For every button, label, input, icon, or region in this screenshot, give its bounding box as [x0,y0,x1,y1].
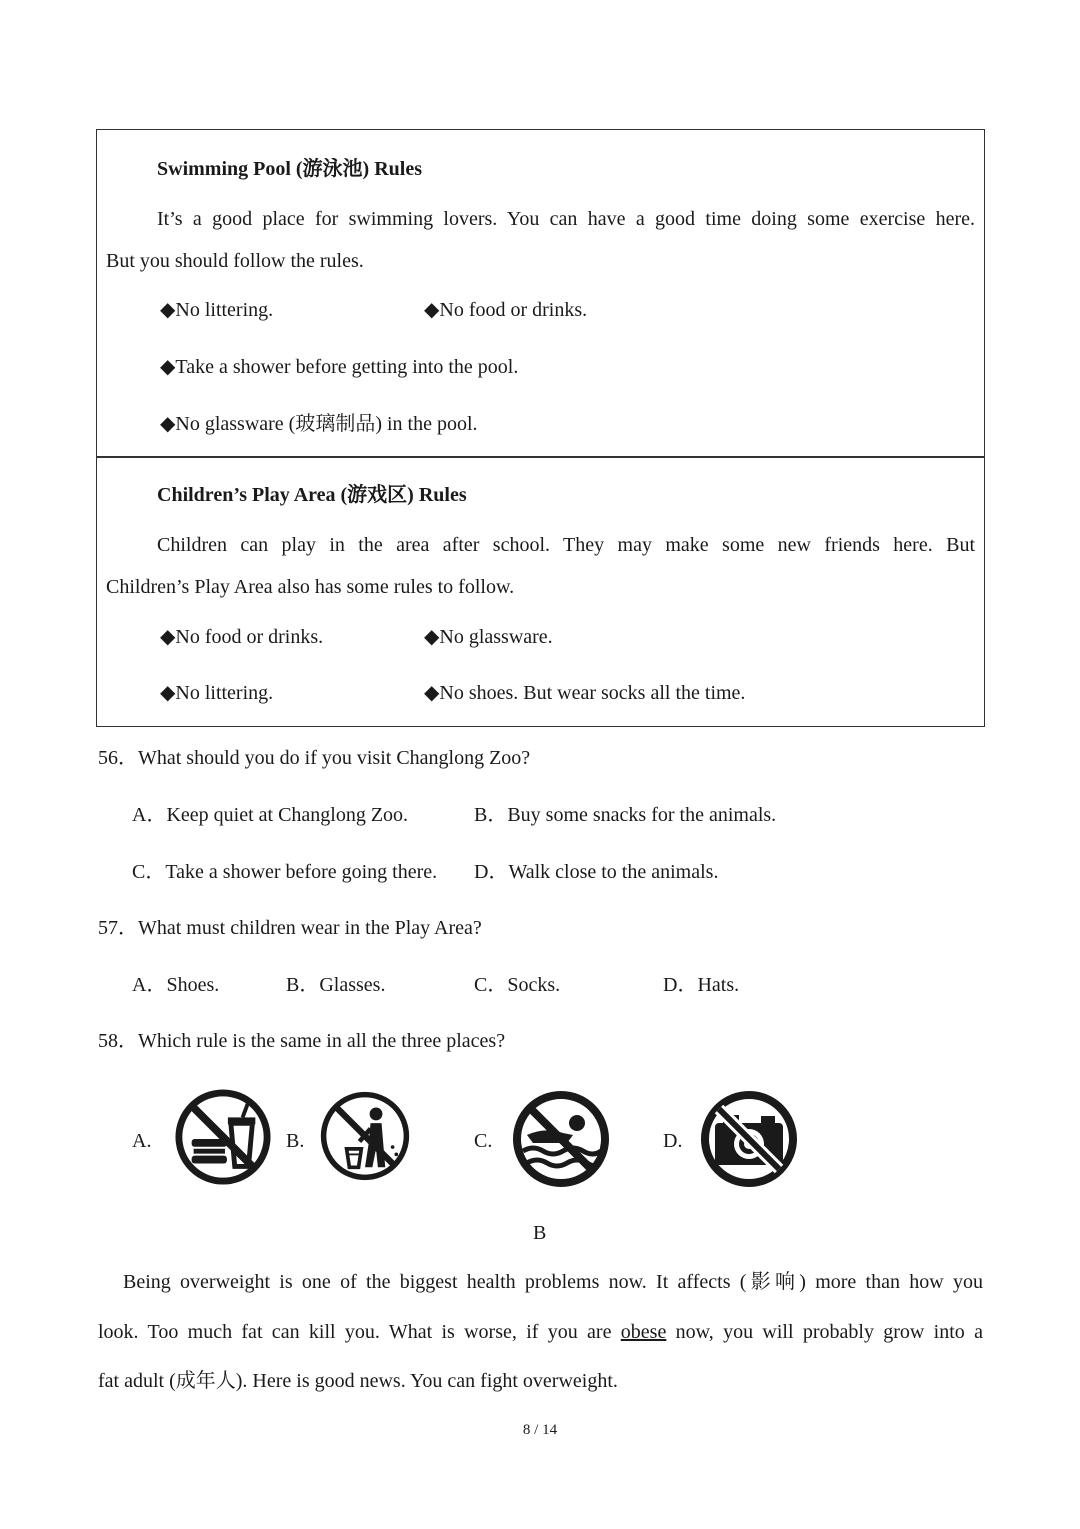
swimming-pool-title: Swimming Pool (游泳池) Rules [157,158,422,180]
play-rule-no-littering: ◆No littering. [160,682,274,704]
swimming-pool-paragraph-line2: But you should follow the rules. [106,250,364,272]
question-57-stem: 57．What must children wear in the Play Area? [98,917,482,939]
question-56-option-d: D．Walk close to the animals. [474,861,719,883]
no-food-drinks-icon [174,1084,272,1190]
passage-obese-underlined: obese [620,1321,667,1343]
play-rule-no-food-drinks: ◆No food or drinks. [160,626,324,648]
question-56-option-b: B．Buy some snacks for the animals. [474,804,777,826]
question-56-option-a: A．Keep quiet at Changlong Zoo. [132,804,409,826]
no-swimming-icon [511,1084,611,1194]
no-camera-icon [699,1088,799,1190]
play-rule-no-glassware: ◆No glassware. [424,626,553,648]
question-58-option-c-label: C. [474,1130,493,1152]
passage-line3: fat adult (成年人). Here is good news. You can fight overweight. [98,1370,618,1392]
play-area-paragraph-line1: Children can play in the area after school. They may make some new friends here. But [157,534,975,556]
question-58-option-a-label: A. [132,1130,152,1152]
passage-line1: Being overweight is one of the biggest health problems now. It affects (影响) more than how you [123,1271,983,1293]
question-56-stem: 56．What should you do if you visit Changlong Zoo? [98,747,531,769]
question-57-option-a: A．Shoes. [132,974,220,996]
question-57-option-b: B．Glasses. [286,974,386,996]
passage-line2-before: look. Too much fat can kill you. What is worse, if you are [98,1321,621,1343]
question-57-option-d: D．Hats. [663,974,740,996]
question-58-option-d-label: D. [663,1130,683,1152]
question-58-stem: 58．Which rule is the same in all the three places? [98,1030,506,1052]
passage-line2 [98,1320,983,1344]
question-56-option-c: C．Take a shower before going there. [132,861,438,883]
question-58-option-b-label: B. [286,1130,305,1152]
play-area-paragraph-line2: Children’s Play Area also has some rules to follow. [106,576,515,598]
no-littering-icon [319,1086,411,1186]
play-area-title: Children’s Play Area (游戏区) Rules [157,484,467,506]
pool-rule-no-food-drinks: ◆No food or drinks. [424,299,588,321]
page-number: 8 / 14 [522,1422,558,1438]
answer-text: B [533,1222,547,1244]
pool-rule-shower: ◆Take a shower before getting into the pool. [160,356,519,378]
pool-rule-no-glassware: ◆No glassware (玻璃制品) in the pool. [160,413,478,435]
play-rule-no-shoes: ◆No shoes. But wear socks all the time. [424,682,746,704]
passage-line2-after: now, you will probably grow into a [666,1321,983,1343]
swimming-pool-paragraph-line1: It’s a good place for swimming lovers. You can have a good time doing some exercise here. [157,208,975,230]
question-57-option-c: C．Socks. [474,974,561,996]
pool-rule-no-littering: ◆No littering. [160,299,274,321]
